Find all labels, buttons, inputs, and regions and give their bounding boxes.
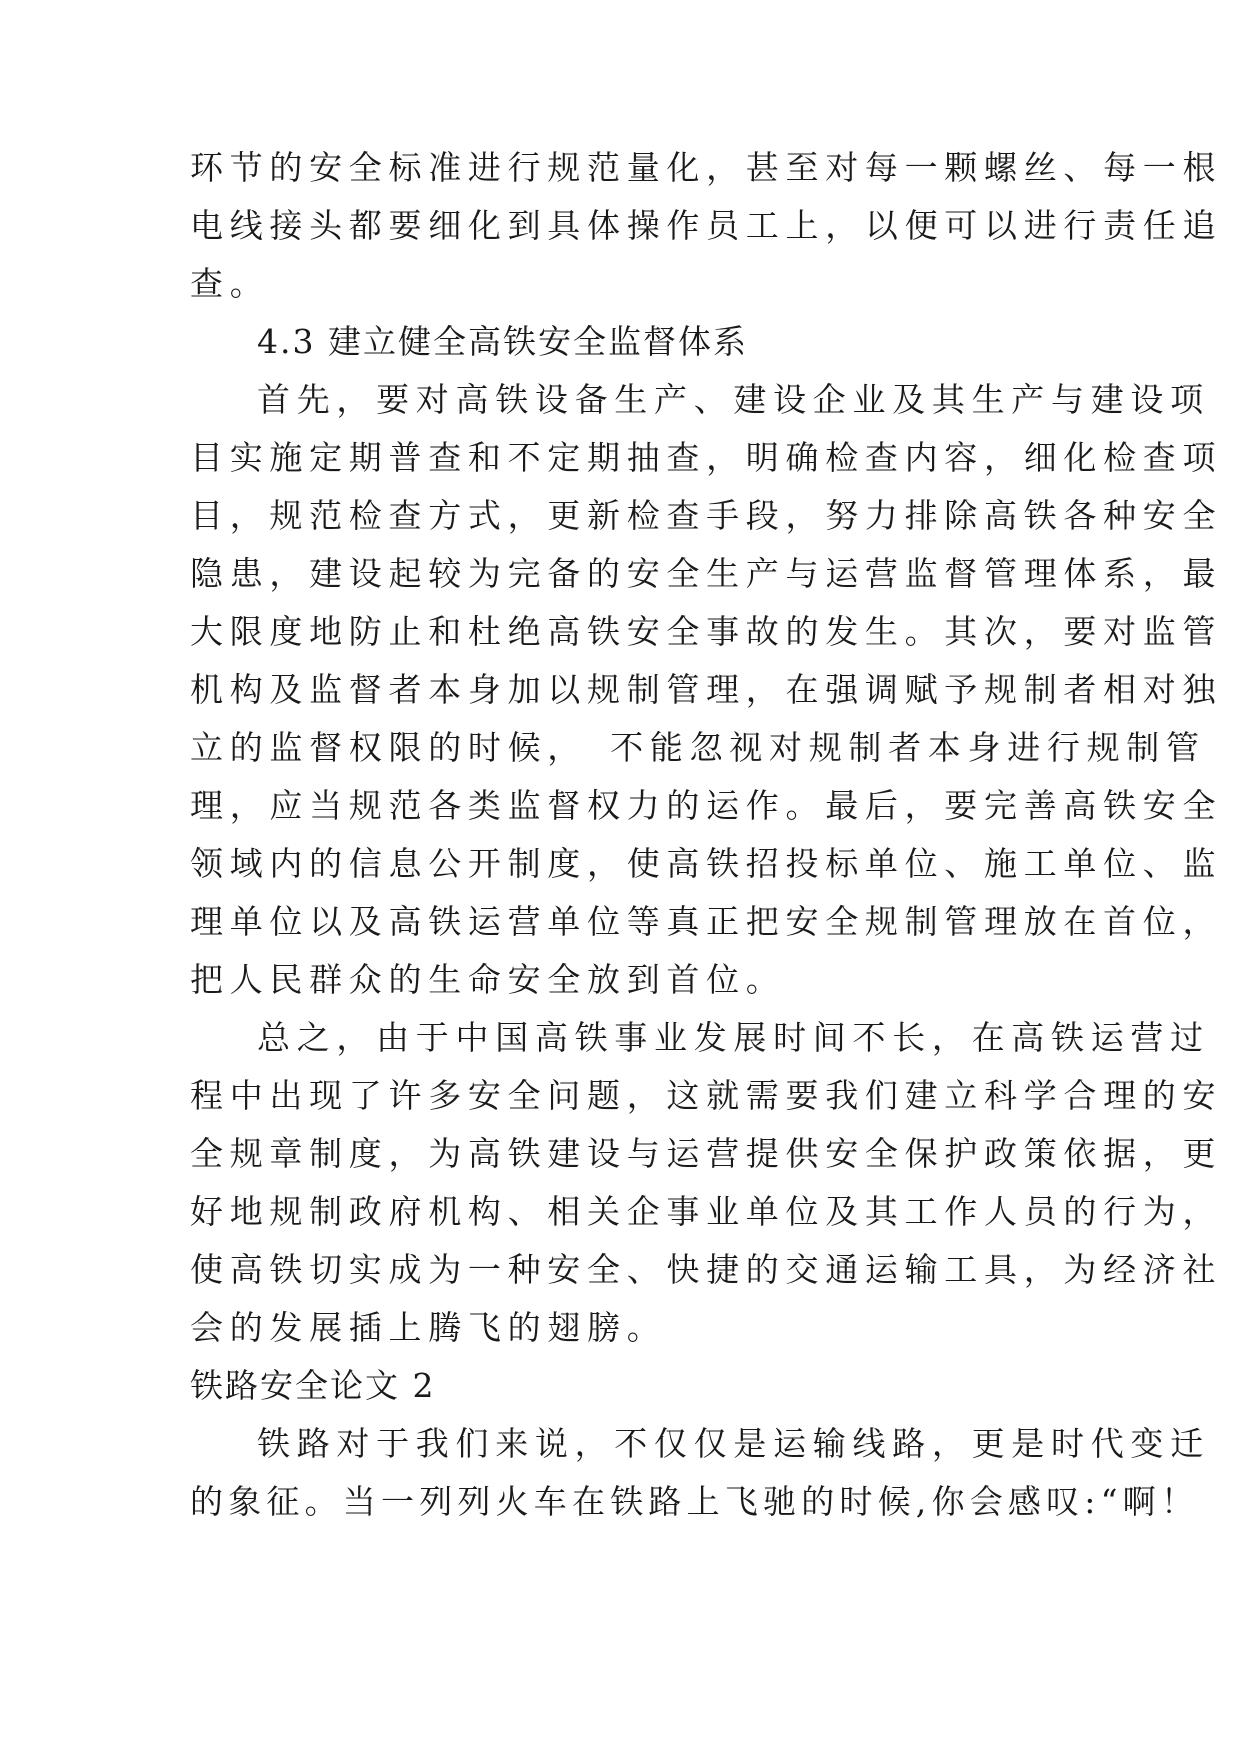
section-heading: 4.3 建立健全高铁安全监督体系 (257, 322, 748, 361)
article-title: 铁路安全论文 2 (190, 1366, 436, 1405)
paragraph-line: 查。 (190, 264, 270, 303)
paragraph-line: 目，规范检查方式，更新检查手段，努力排除高铁各种安全 (190, 496, 1223, 535)
paragraph-line: 理单位以及高铁运营单位等真正把安全规制管理放在首位， (190, 902, 1223, 941)
paragraph-line: 领域内的信息公开制度，使高铁招投标单位、施工单位、监 (190, 844, 1223, 883)
paragraph-line: 理，应当规范各类监督权力的运作。最后，要完善高铁安全 (190, 786, 1223, 825)
paragraph-line: 首先，要对高铁设备生产、建设企业及其生产与建设项 (257, 380, 1210, 419)
paragraph-line: 程中出现了许多安全问题，这就需要我们建立科学合理的安 (190, 1076, 1223, 1115)
paragraph-line: 隐患，建设起较为完备的安全生产与运营监督管理体系，最 (190, 554, 1223, 593)
paragraph-line: 使高铁切实成为一种安全、快捷的交通运输工具，为经济社 (190, 1250, 1223, 1289)
paragraph-line: 电线接头都要细化到具体操作员工上，以便可以进行责任追 (190, 206, 1223, 245)
paragraph-line: 的象征。当一列列火车在铁路上飞驰的时候,你会感叹:“啊！ (190, 1482, 1200, 1521)
paragraph-line: 全规章制度，为高铁建设与运营提供安全保护政策依据，更 (190, 1134, 1223, 1173)
paragraph-line: 总之，由于中国高铁事业发展时间不长，在高铁运营过 (257, 1018, 1210, 1057)
paragraph-line: 好地规制政府机构、相关企事业单位及其工作人员的行为， (190, 1192, 1223, 1231)
paragraph-line: 环节的安全标准进行规范量化，甚至对每一颗螺丝、每一根 (190, 148, 1223, 187)
paragraph-line: 目实施定期普查和不定期抽查，明确检查内容，细化检查项 (190, 438, 1223, 477)
paragraph-line: 铁路对于我们来说，不仅仅是运输线路，更是时代变迁 (257, 1424, 1210, 1463)
paragraph-line: 把人民群众的生命安全放到首位。 (190, 960, 786, 999)
paragraph-line: 立的监督权限的时候， 不能忽视对规制者本身进行规制管 (190, 728, 1206, 767)
paragraph-line: 机构及监督者本身加以规制管理，在强调赋予规制者相对独 (190, 670, 1223, 709)
paragraph-line: 会的发展插上腾飞的翅膀。 (190, 1308, 667, 1347)
paragraph-line: 大限度地防止和杜绝高铁安全事故的发生。其次，要对监管 (190, 612, 1223, 651)
